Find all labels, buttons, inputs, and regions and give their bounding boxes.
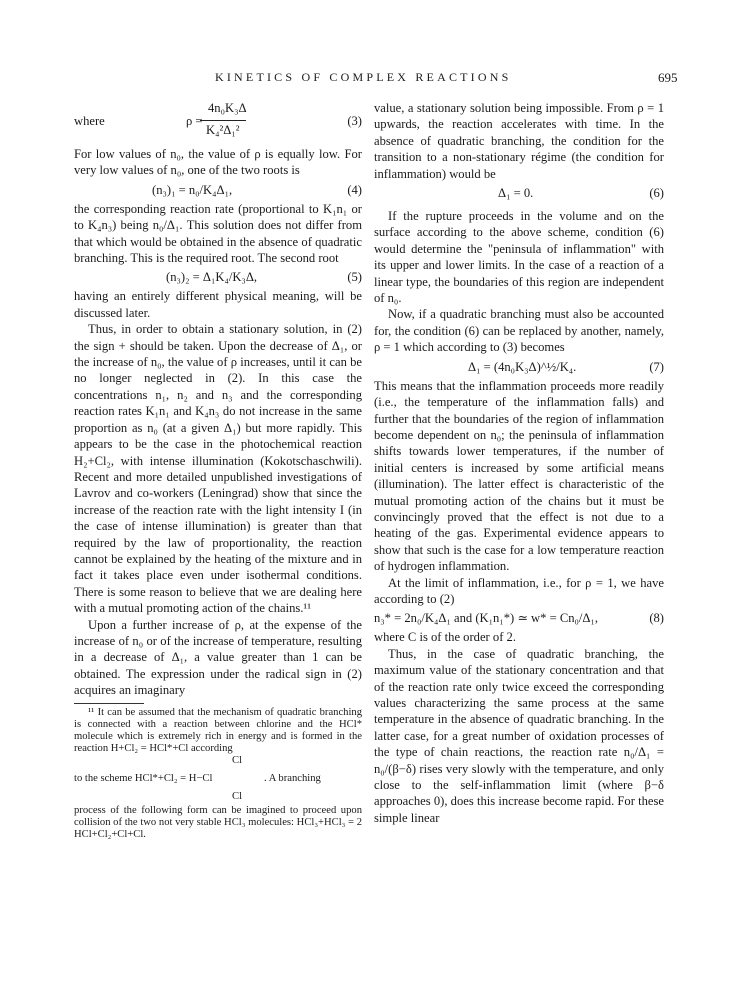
paragraph: At the limit of inflammation, i.e., for ρ = 1, we have according to (2) xyxy=(374,575,664,606)
paragraph: Thus, in order to obtain a stationary solution, in (2) the sign + should be taken. Upon the decrease of Δ₁, or the increase of n₀, the value of ρ increases, until it can be no longer neglected in (2). In this case the concentrations n₁, n₂ and n₃ and the corresponding reaction rates K₁n₁ and K₄n₃ do not increase in the same proportion as n₀ (at a given Δ₁) but more rapidly. This appears to be the case in the photochemical reaction H₂+Cl₂, with intense illumination (Kokotschaschwili). Recent and more detailed unpublished investigations of Lavrov and co-workers (Leningrad) show that since the increase of the reaction rate with the light intensity I (in the case of intense illumination) is greater than that required by the law of proportionality, the reaction cannot be explained by the heating of the mixture and in fact it takes place even under isothermal conditions. There is some reason to believe that we are dealing here with a mutual promoting action of the chains.¹¹ xyxy=(74,322,362,616)
scheme-cl-top: Cl xyxy=(232,754,243,766)
paragraph: Now, if a quadratic branching must also be accounted for, the condition (6) can be replaced by another, namely, ρ = 1 which according to (3) becomes xyxy=(374,307,664,355)
equation-3-denominator: K₄²Δ₁² xyxy=(206,123,240,137)
equation-8 xyxy=(374,607,664,629)
scheme-trailing-text: . A branching xyxy=(264,772,321,784)
equation-3-lhs: ρ = xyxy=(186,114,203,128)
where-label: where xyxy=(74,114,105,128)
equation-3-number: (3) xyxy=(347,114,362,128)
equation-5-number: (5) xyxy=(347,270,362,285)
footnote-text: ¹¹ It can be assumed that the mechanism of quadratic branching is connected with a reaction between chlorine and the HCl* molecule which is extremely rich in energy and is formed in the reaction H+Cl₂ = HCl*+Cl according xyxy=(74,706,362,754)
footnote-scheme xyxy=(74,755,362,805)
footnote-rule xyxy=(74,703,144,704)
equation-3-numerator: 4n₀K₃Δ xyxy=(208,101,247,115)
running-title: KINETICS OF COMPLEX REACTIONS xyxy=(215,70,512,84)
paragraph: This means that the inflammation proceeds more readily (i.e., the temperature of the inflammation falls) and further that the boundaries of the region of inflammation become dependent on n₀; the peninsula of inflammation shifts towards lower temperatures, if the number of initial centers is increased by some artificial means (illumination). The latter effect is characteristic of the mutual promoting action of the chains but it must be convincingly proved that the effect is not due to a heating of the gas. Experimental evidence appears to show that such is the case for a low temperature reaction of hydrogen inflammation. xyxy=(374,378,664,574)
footnote-text: process of the following form can be imagined to proceed upon collision of the two not very stable HCl₃ molecules: HCl₃+HCl₃ = 2 HCl+Cl₂+Cl+Cl. xyxy=(74,804,362,840)
equation-7-number: (7) xyxy=(649,359,664,374)
equation-7 xyxy=(374,356,664,378)
equation-5 xyxy=(74,266,362,288)
equation-4-number: (4) xyxy=(347,182,362,197)
running-header xyxy=(0,70,736,86)
paragraph: For low values of n₀, the value of ρ is equally low. For very low values of n₀, one of the two roots is xyxy=(74,147,362,178)
scheme-cl-bottom: Cl xyxy=(232,790,243,802)
equation-6-number: (6) xyxy=(649,186,664,201)
equation-8-body: n₃* = 2n₀/K₄Δ₁ and (K₁n₁*) ≃ w* = Cn₀/Δ₁, xyxy=(374,611,599,626)
paragraph: where C is of the order of 2. xyxy=(374,630,516,645)
equation-3 xyxy=(74,100,362,146)
equation-8-number: (8) xyxy=(649,611,664,626)
paragraph: If the rupture proceeds in the volume and on the surface according to the above scheme, condition (6) would determine the "peninsula of inflammation" with its upper and lower limits. In the case of a reaction of a linear type, the boundaries of this region are independent of n₀. xyxy=(374,209,664,306)
scheme-formula: to the scheme HCl*+Cl₂ = H−Cl xyxy=(74,772,213,784)
paragraph: Thus, in the case of quadratic branching, the maximum value of the stationary concentration and that of the reaction rate only twice exceed the corresponding values characterizing the same process at the same temperature in the absence of quadratic branching. In the latter case, for a great number of oxidation processes of the type of chain reactions, the reaction rate n₀/Δ₁ = n₀/(β−δ) rises very slowly with the temperature, and only close to the self-inflammation limit (where β−δ approaches 0), does this increase become rapid. For these simple linear xyxy=(374,646,664,825)
footnote-11 xyxy=(74,707,362,841)
page-number: 695 xyxy=(658,70,678,85)
paragraph: Upon a further increase of ρ, at the expense of the increase of n₀ or of the increase of temperature, resulting in a decrease of Δ₁, a value greater than 1 can be obtained. The expression under the radical sign in (2) acquires an imaginary xyxy=(74,617,362,698)
equation-6 xyxy=(374,182,664,204)
paragraph: value, a stationary solution being impossible. From ρ = 1 upwards, the reaction accelerates with time. In the absence of quadratic branching, the condition for the transition to a non-stationary régime (the condition for inflammation) would be xyxy=(374,101,664,181)
right-column xyxy=(374,100,664,826)
paragraph: having an entirely different physical meaning, will be discussed later. xyxy=(74,289,362,320)
equation-4-body: (n₃)₁ = n₀/K₄Δ₁, xyxy=(152,182,233,197)
paragraph: the corresponding reaction rate (proportional to K₁n₁ or to K₄n₃) being n₀/Δ₁. This solution does not differ from that which would be obtained in the absence of quadratic branching. This is the required root. The second root xyxy=(74,201,362,266)
left-column xyxy=(74,100,362,841)
equation-5-body: (n₃)₂ = Δ₁K₄/K₃Δ, xyxy=(166,270,258,285)
equation-7-body: Δ₁ = (4n₀K₃Δ)^½/K₄. xyxy=(468,359,577,374)
equation-4 xyxy=(74,179,362,201)
fraction-bar xyxy=(200,120,246,121)
equation-6-body: Δ₁ = 0. xyxy=(498,186,534,201)
